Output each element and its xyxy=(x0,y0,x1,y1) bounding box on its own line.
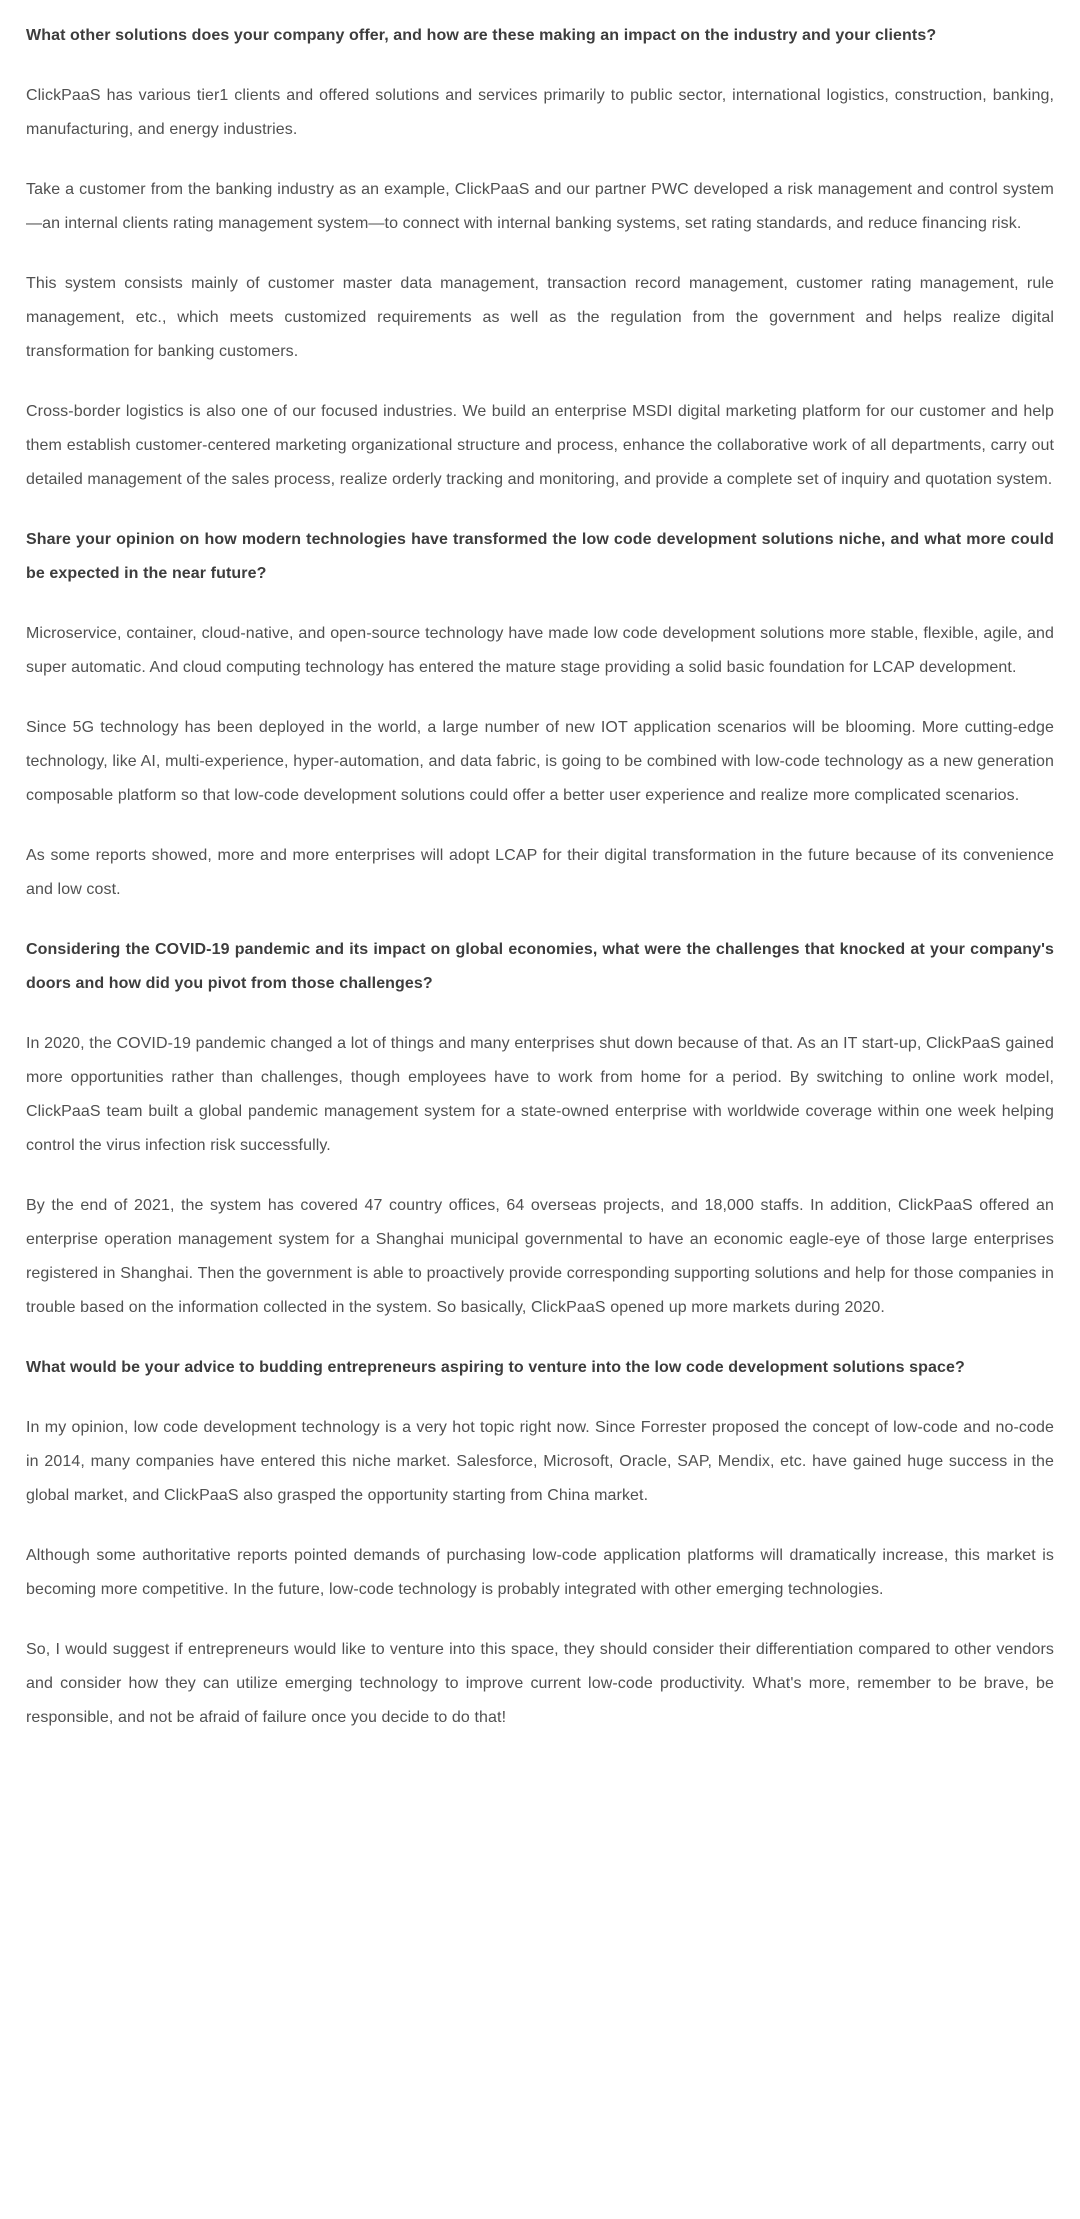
answer-paragraph: Microservice, container, cloud-native, and open-source technology have made low code development solutions more stable, flexible, agile, and super automatic. And cloud computing technology has entered the mature stage providing a solid basic foundation for LCAP development. xyxy=(26,625,1054,676)
answer-paragraph: So, I would suggest if entrepreneurs would like to venture into this space, they should consider their differentiation compared to other vendors and consider how they can utilize emerging technology to improve current low-code productivity. What's more, remember to be brave, be responsible, and not be afraid of failure once you decide to do that! xyxy=(26,1641,1054,1726)
answer-paragraph: In my opinion, low code development technology is a very hot topic right now. Since Forrester proposed the concept of low-code and no-code in 2014, many companies have entered this niche market. Salesforce, Microsoft, Oracle, SAP, Mendix, etc. have gained huge success in the global market, and ClickPaaS also grasped the opportunity starting from China market. xyxy=(26,1419,1054,1504)
question-heading: Considering the COVID-19 pandemic and its impact on global economies, what were the challenges that knocked at your company's doors and how did you pivot from those challenges? xyxy=(26,941,1054,992)
answer-paragraph: In 2020, the COVID-19 pandemic changed a lot of things and many enterprises shut down because of that. As an IT start-up, ClickPaaS gained more opportunities rather than challenges, though employees have to work from home for a period. By switching to online work model, ClickPaaS team built a global pandemic management system for a state-owned enterprise with worldwide coverage within one week helping control the virus infection risk successfully. xyxy=(26,1035,1054,1154)
question-heading: What other solutions does your company offer, and how are these making an impact on the industry and your clients? xyxy=(26,27,937,44)
question-heading: What would be your advice to budding entrepreneurs aspiring to venture into the low code development solutions space? xyxy=(26,1359,965,1376)
answer-paragraph: This system consists mainly of customer master data management, transaction record management, customer rating management, rule management, etc., which meets customized requirements as well as the regulation from the government and helps realize digital transformation for banking customers. xyxy=(26,275,1054,360)
answer-paragraph: As some reports showed, more and more enterprises will adopt LCAP for their digital transformation in the future because of its convenience and low cost. xyxy=(26,847,1054,898)
answer-paragraph: Since 5G technology has been deployed in the world, a large number of new IOT application scenarios will be blooming. More cutting-edge technology, like AI, multi-experience, hyper-automation, and data fabric, is going to be combined with low-code technology as a new generation composable platform so that low-code development solutions could offer a better user experience and realize more complicated scenarios. xyxy=(26,719,1054,804)
answer-paragraph: Cross-border logistics is also one of our focused industries. We build an enterprise MSDI digital marketing platform for our customer and help them establish customer-centered marketing organizational structure and process, enhance the collaborative work of all departments, carry out detailed management of the sales process, realize orderly tracking and monitoring, and provide a complete set of inquiry and quotation system. xyxy=(26,403,1054,488)
answer-paragraph: By the end of 2021, the system has covered 47 country offices, 64 overseas projects, and 18,000 staffs. In addition, ClickPaaS offered an enterprise operation management system for a Shanghai municipal governmental to have an economic eagle-eye of those large enterprises registered in Shanghai. Then the government is able to proactively provide corresponding supporting solutions and help for those companies in trouble based on the information collected in the system. So basically, ClickPaaS opened up more markets during 2020. xyxy=(26,1197,1054,1316)
answer-paragraph: Take a customer from the banking industry as an example, ClickPaaS and our partner PWC developed a risk management and control system—an internal clients rating management system—to connect with internal banking systems, set rating standards, and reduce financing risk. xyxy=(26,181,1054,232)
question-heading: Share your opinion on how modern technologies have transformed the low code development solutions niche, and what more could be expected in the near future? xyxy=(26,531,1054,582)
answer-paragraph: Although some authoritative reports pointed demands of purchasing low-code application platforms will dramatically increase, this market is becoming more competitive. In the future, low-code technology is probably integrated with other emerging technologies. xyxy=(26,1547,1054,1598)
answer-paragraph: ClickPaaS has various tier1 clients and offered solutions and services primarily to public sector, international logistics, construction, banking, manufacturing, and energy industries. xyxy=(26,87,1054,138)
